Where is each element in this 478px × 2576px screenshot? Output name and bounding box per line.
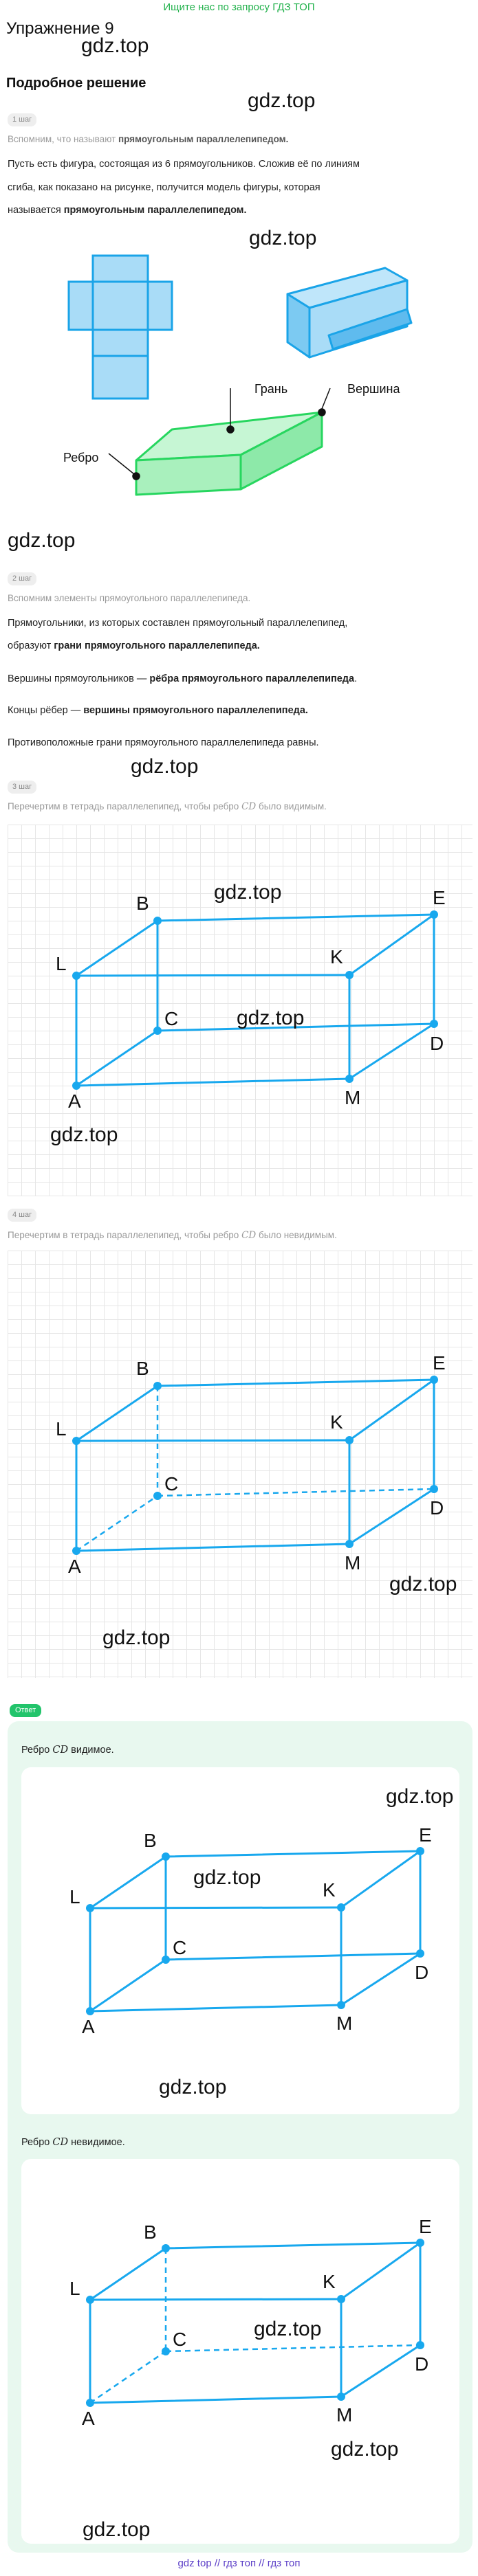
answer-line-1: Ребро CD видимое. (21, 1745, 114, 1756)
parallelepiped-visible (8, 825, 472, 1196)
watermark: gdz.top (193, 1866, 261, 1889)
grid-figure-2 (8, 1251, 472, 1678)
cube-net (69, 256, 172, 399)
watermark: gdz.top (81, 34, 149, 57)
vertex-A: A (82, 2016, 95, 2037)
watermark: gdz.top (331, 2438, 399, 2461)
vertex-D: D (415, 1962, 429, 1983)
vertex-L: L (69, 1886, 80, 1907)
section-title: Подробное решение (6, 76, 146, 91)
vertex-C: C (164, 1473, 179, 1494)
vertex-M: M (345, 1087, 361, 1108)
parallelepiped-invisible (8, 1251, 472, 1678)
vertex-E: E (433, 887, 446, 908)
watermark: gdz.top (214, 881, 282, 904)
step2-p1a: Прямоугольники, из которых составлен прямоугольный параллелепипед, (8, 618, 348, 629)
vertex-B: B (144, 1830, 157, 1851)
step2-intro: Вспомним элементы прямоугольного параллелепипеда. (8, 593, 251, 603)
step-badge-2: 2 шаг (8, 572, 36, 585)
watermark: gdz.top (249, 227, 317, 249)
step3-text: Перечертим в тетрадь параллелепипед, чтобы ребро CD было видимым. (8, 801, 327, 812)
vertex-E: E (419, 2216, 432, 2237)
vertex-B: B (144, 2221, 157, 2243)
step-badge-3: 3 шаг (8, 781, 36, 794)
edge-dot (133, 473, 140, 480)
step1-line3: называется прямоугольным параллелепипедом. (8, 205, 247, 216)
green-parallelepiped (136, 412, 322, 495)
vertex-D: D (415, 2353, 429, 2375)
vertex-M: M (336, 2404, 353, 2426)
step2-p1b: образуют грани прямоугольного параллелепипеда. (8, 640, 260, 651)
step1-intro: Вспомним, что называют прямоугольным параллелепипедом. (8, 134, 289, 144)
folded-box (287, 268, 411, 357)
watermark: gdz.top (83, 2518, 151, 2541)
label-vertex: Вершина (347, 382, 400, 396)
vertex-A: A (68, 1556, 81, 1577)
vertex-K: K (323, 1879, 336, 1901)
vertex-L: L (56, 1418, 67, 1440)
vertex-L: L (69, 2278, 80, 2299)
vertex-dot (318, 409, 325, 416)
vertex-D: D (430, 1497, 444, 1519)
answer-parallelepiped-invisible (21, 2159, 459, 2544)
watermark: gdz.top (389, 1573, 457, 1595)
label-edge: Ребро (63, 451, 99, 464)
vertex-C: C (173, 2329, 187, 2350)
vertex-M: M (336, 2013, 353, 2034)
top-banner[interactable]: Ищите нас по запросу ГДЗ ТОП (163, 1, 315, 13)
vertex-B: B (136, 893, 149, 914)
grid-figure-1 (8, 825, 472, 1196)
watermark: gdz.top (131, 755, 199, 778)
step2-p2: Вершины прямоугольников — рёбра прямоугольного параллелепипеда. (8, 673, 358, 684)
face-dot (227, 426, 234, 433)
step2-p3: Концы рёбер — вершины прямоугольного параллелепипеда. (8, 705, 308, 716)
answer-line-2: Ребро CD невидимое. (21, 2137, 125, 2148)
vertex-K: K (330, 946, 343, 967)
answer-tag: Ответ (10, 1704, 41, 1717)
answer-figure-2 (21, 2159, 459, 2544)
vertex-C: C (173, 1937, 187, 1958)
watermark: gdz.top (248, 89, 316, 112)
vertex-L: L (56, 953, 67, 974)
footer-links[interactable]: gdz top // гдз топ // гдз топ (177, 2557, 301, 2569)
answer-figure-1 (21, 1767, 459, 2114)
watermark: gdz.top (386, 1785, 454, 1808)
vertex-K: K (330, 1411, 343, 1433)
vertex-E: E (419, 1824, 432, 1846)
watermark: gdz.top (159, 2076, 227, 2098)
watermark: gdz.top (254, 2318, 322, 2340)
vertex-C: C (164, 1008, 179, 1029)
vertex-A: A (82, 2408, 95, 2429)
vertex-E: E (433, 1352, 446, 1374)
label-face: Грань (254, 382, 288, 396)
step-badge-4: 4 шаг (8, 1209, 36, 1222)
watermark: gdz.top (8, 529, 76, 552)
watermark: gdz.top (237, 1007, 305, 1029)
vertex-A: A (68, 1090, 81, 1112)
page-title: Упражнение 9 (6, 19, 114, 38)
vertex-K: K (323, 2271, 336, 2292)
watermark: gdz.top (50, 1123, 118, 1146)
watermark: gdz.top (102, 1626, 171, 1649)
answer-parallelepiped-visible (21, 1767, 459, 2114)
step2-p4: Противоположные грани прямоугольного параллелепипеда равны. (8, 737, 319, 748)
step1-line2: сгиба, как показано на рисунке, получится модель фигуры, которая (8, 182, 321, 193)
vertex-M: M (345, 1552, 361, 1573)
step1-illustration (0, 247, 478, 502)
vertex-D: D (430, 1033, 444, 1054)
step1-line1: Пусть есть фигура, состоящая из 6 прямоугольников. Сложив её по линиям (8, 159, 360, 170)
vertex-B: B (136, 1358, 149, 1379)
step4-text: Перечертим в тетрадь параллелепипед, чтобы ребро CD было невидимым. (8, 1230, 337, 1241)
step-badge-1: 1 шаг (8, 113, 36, 126)
